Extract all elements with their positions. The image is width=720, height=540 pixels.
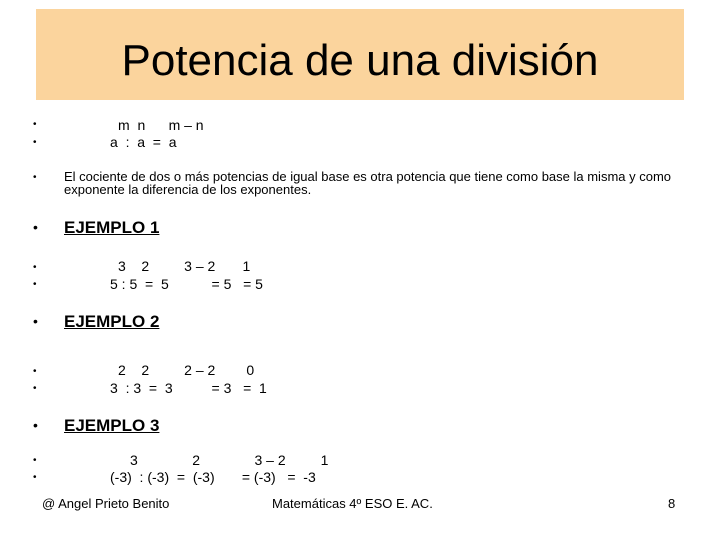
rule-description: El cociente de dos o más potencias de igual base es otra potencia que tiene como base la misma y como exponente la diferencia de los exponentes. (64, 169, 672, 197)
title-banner (36, 9, 684, 100)
footer-author: @ Angel Prieto Benito (42, 496, 170, 511)
rule-exponents: m n m – n (118, 117, 204, 133)
bullet: • (33, 119, 37, 130)
example-3-exponents: 3 2 3 – 2 1 (130, 452, 329, 468)
bullet: • (33, 137, 37, 148)
bullet: • (33, 366, 37, 377)
example-3-expression: (-3) : (-3) = (-3) = (-3) = -3 (110, 469, 316, 485)
bullet: • (33, 219, 38, 235)
example-1-exponents: 3 2 3 – 2 1 (118, 258, 251, 274)
bullet: • (33, 262, 37, 273)
bullet: • (33, 455, 37, 466)
example-2-exponents: 2 2 2 – 2 0 (118, 362, 255, 378)
slide-title: Potencia de una división (121, 36, 599, 85)
footer-course: Matemáticas 4º ESO E. AC. (272, 496, 433, 511)
rule-formula: a : a = a (110, 134, 177, 150)
example-2-heading: EJEMPLO 2 (64, 312, 160, 331)
page-number: 8 (668, 496, 676, 511)
bullet: • (33, 172, 37, 183)
example-3-heading: EJEMPLO 3 (64, 416, 160, 435)
example-2-expression: 3 : 3 = 3 = 3 = 1 (110, 380, 267, 396)
bullet: • (33, 417, 38, 433)
bullet: • (33, 279, 37, 290)
bullet: • (33, 472, 37, 483)
bullet: • (33, 313, 38, 329)
example-1-expression: 5 : 5 = 5 = 5 = 5 (110, 276, 263, 292)
bullet: • (33, 383, 37, 394)
example-1-heading: EJEMPLO 1 (64, 218, 160, 237)
